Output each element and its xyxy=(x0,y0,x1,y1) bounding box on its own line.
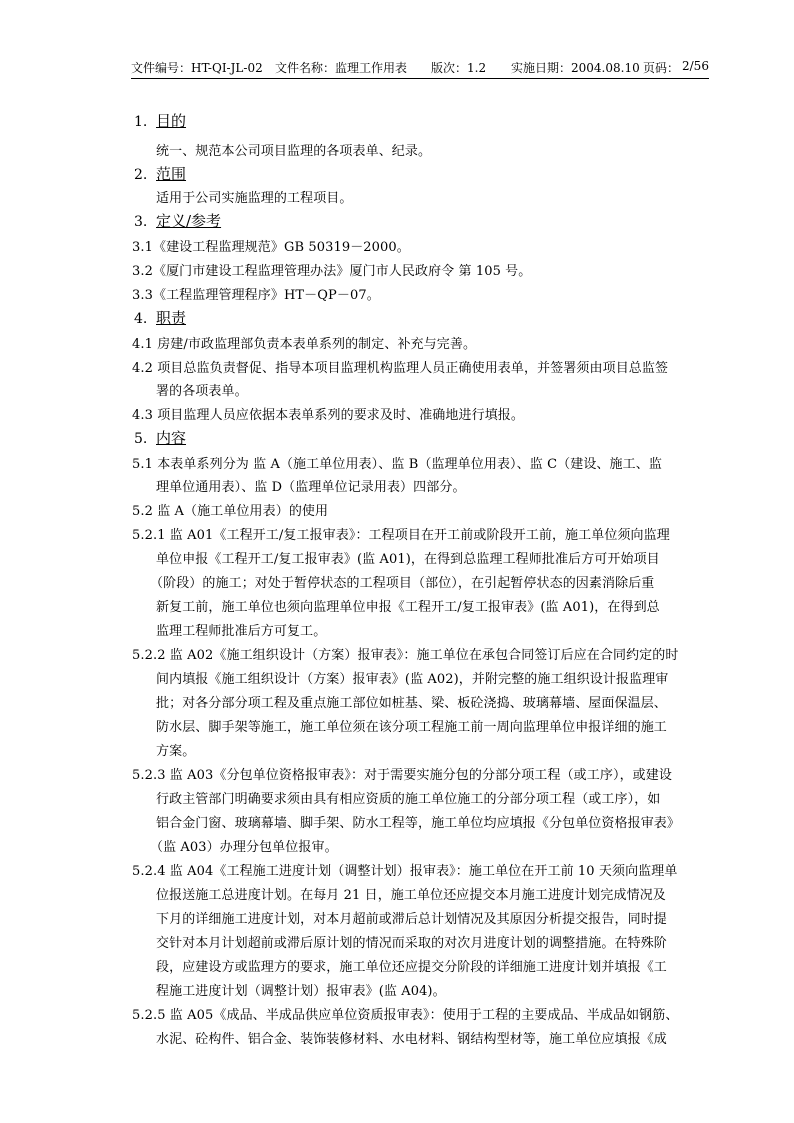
section-title: 职责 xyxy=(156,309,187,327)
paragraph-line: 批；对各分部分项工程及重点施工部位如桩基、梁、板砼浇捣、玻璃幕墙、屋面保温层、 xyxy=(156,696,667,711)
doc-number: 文件编号：HT-QI-JL-02 xyxy=(131,61,263,75)
paragraph-line: 交针对本月计划超前或滞后原计划的情况而采取的对次月进度计划的调整措施。在特殊阶 xyxy=(156,936,667,951)
paragraph-line: 单位申报《工程开工/复工报审表》(监 A01)，在得到总监理工程师批准后方可开始项目 xyxy=(156,552,660,567)
paragraph-line: 5.2.2 监 A02《施工组织设计（方案）报审表》：施工单位在承包合同签订后应在合同约定的时 xyxy=(132,648,679,663)
doc-version: 版次：1.2 xyxy=(431,61,487,75)
scope-text: 适用于公司实施监理的工程项目。 xyxy=(156,191,353,206)
section-heading-content xyxy=(134,427,186,448)
paragraph-line: 间内填报《施工组织设计（方案）报审表》(监 A02)，并附完整的施工组织设计报监理审 xyxy=(156,672,669,687)
section-heading-scope xyxy=(134,163,186,184)
paragraph-line: （阶段）的施工；对处于暂停状态的工程项目（部位），在引起暂停状态的因素消除后重 xyxy=(150,576,655,591)
paragraph-line: 位报送施工总进度计划。在每月 21 日，施工单位还应提交本月施工进度计划完成情况及 xyxy=(156,888,666,903)
section-number: 2. xyxy=(134,167,148,183)
section-number: 5. xyxy=(134,431,148,447)
section-number: 3. xyxy=(134,214,148,230)
page-label: 页码： xyxy=(643,61,680,75)
content-subheading: 5.2 监 A（施工单位用表）的使用 xyxy=(132,504,329,519)
section-number: 1. xyxy=(134,114,148,130)
reference-item: 3.3《工程监理管理程序》HT－QP－07。 xyxy=(132,288,380,303)
paragraph-line: （监 A03）办理分包单位报审。 xyxy=(150,840,338,855)
paragraph-line: 下月的详细施工进度计划，对本月超前或滞后总计划情况及其原因分析提交报告，同时提 xyxy=(156,912,667,927)
page-number: 2/56 xyxy=(682,59,709,73)
paragraph-line: 5.2.1 监 A01《工程开工/复工报审表》：工程项目在开工前或阶段开工前，施工单位须向监理 xyxy=(132,528,670,543)
paragraph-line: 程施工进度计划（调整计划）报审表》(监 A04)。 xyxy=(156,984,446,999)
paragraph-line: 新复工前，施工单位也须向监理单位申报《工程开工/复工报审表》(监 A01)，在得到总 xyxy=(156,600,660,615)
responsibility-item-cont: 署的各项表单。 xyxy=(156,384,248,399)
section-number: 4. xyxy=(134,311,148,327)
section-heading-definitions xyxy=(134,210,221,231)
section-title: 内容 xyxy=(156,429,187,447)
paragraph-line: 水泥、砼构件、铝合金、装饰装修材料、水电材料、钢结构型材等，施工单位应填报《成 xyxy=(156,1032,667,1047)
reference-item: 3.2《厦门市建设工程监理管理办法》厦门市人民政府令 第 105 号。 xyxy=(132,264,532,279)
responsibility-item: 4.1 房建/市政监理部负责本表单系列的制定、补充与完善。 xyxy=(132,337,477,352)
section-title: 目的 xyxy=(156,112,187,130)
effective-date: 实施日期：2004.08.10 xyxy=(511,61,640,75)
section-heading-purpose xyxy=(134,110,186,131)
paragraph-line: 铝合金门窗、玻璃幕墙、脚手架、防水工程等，施工单位均应填报《分包单位资格报审表》 xyxy=(156,816,681,831)
paragraph-line: 监理工程师批准后方可复工。 xyxy=(156,624,327,639)
paragraph-line: 防水层、脚手架等施工，施工单位须在该分项工程施工前一周向监理单位申报详细的施工 xyxy=(156,720,667,735)
responsibility-item: 4.3 项目监理人员应依据本表单系列的要求及时、准确地进行填报。 xyxy=(132,408,525,423)
page-header xyxy=(131,56,709,79)
content-line: 理单位通用表）、监 D（监理单位记录用表）四部分。 xyxy=(156,480,466,495)
paragraph-line: 方案。 xyxy=(156,744,196,759)
section-title: 定义/参考 xyxy=(156,212,222,230)
paragraph-line: 5.2.3 监 A03《分包单位资格报审表》：对于需要实施分包的分部分项工程（或工序），或建设 xyxy=(132,768,672,783)
paragraph-line: 5.2.5 监 A05《成品、半成品供应单位资质报审表》：使用于工程的主要成品、半成品如钢筋、 xyxy=(132,1008,679,1023)
purpose-text: 统一、规范本公司项目监理的各项表单、纪录。 xyxy=(156,144,432,159)
paragraph-line: 5.2.4 监 A04《工程施工进度计划（调整计划）报审表》：施工单位在开工前 10 天须向监理单 xyxy=(132,864,678,879)
reference-item: 3.1《建设工程监理规范》GB 50319－2000。 xyxy=(132,240,410,255)
responsibility-item: 4.2 项目总监负责督促、指导本项目监理机构监理人员正确使用表单，并签署须由项目总监签 xyxy=(132,361,669,376)
doc-name: 文件名称：监理工作用表 xyxy=(275,61,408,75)
section-title: 范围 xyxy=(156,165,187,183)
paragraph-line: 段，应建设方或监理方的要求，施工单位还应提交分阶段的详细施工进度计划并填报《工 xyxy=(156,960,667,975)
content-line: 5.1 本表单系列分为 监 A（施工单位用表）、监 B（监理单位用表）、监 C（建设、施工、监 xyxy=(132,457,662,472)
paragraph-line: 行政主管部门明确要求须由具有相应资质的施工单位施工的分部分项工程（或工序），如 xyxy=(156,792,661,807)
section-heading-responsibilities xyxy=(134,307,186,328)
